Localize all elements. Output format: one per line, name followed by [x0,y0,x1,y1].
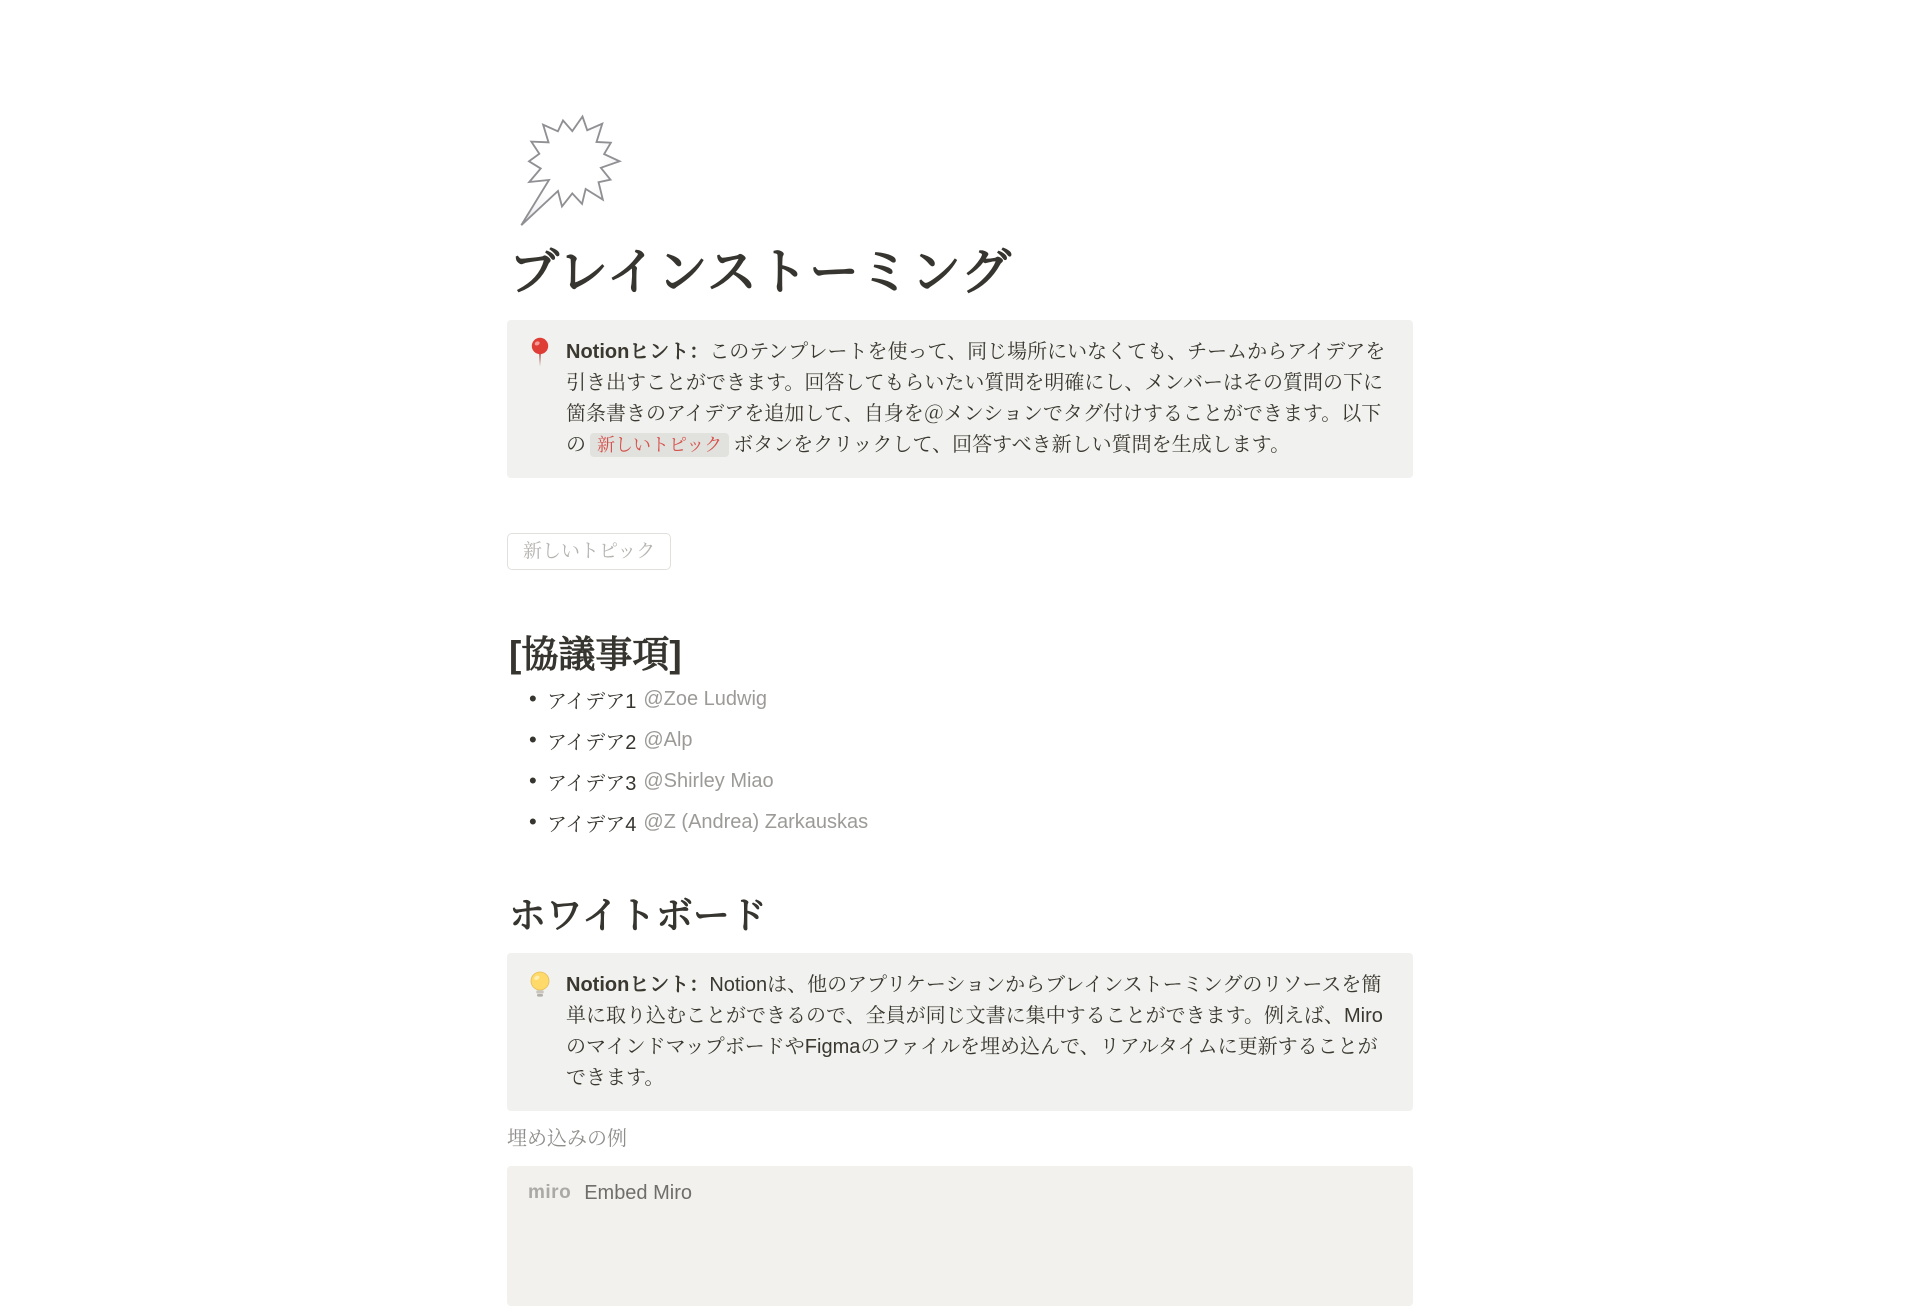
hint-text: Notionは、他のアプリケーションからブレインストーミングのリソースを簡単に取り込むことができるので、全員が同じ文書に集中することができます。例えば、MiroのマインドマップボードやFigmaのファイルを埋め込んで、リアルタイムに更新することができます。 [566,974,1383,1089]
idea-list [507,684,1413,837]
idea-label: アイデア3 [547,772,637,795]
embed-miro-label: Embed Miro [584,1182,692,1204]
list-item-idea-1[interactable] [507,684,1413,714]
light-bulb-icon [526,970,553,1001]
miro-logo: miro [528,1182,572,1203]
list-item-idea-4[interactable] [507,807,1413,837]
user-mention[interactable]: @Zoe Ludwig [643,687,768,710]
inline-code-new-topic: 新しいトピック [590,433,729,457]
hint-callout-template-text[interactable] [566,337,1393,461]
heading-discussion-topics[interactable]: [協議事項] [509,634,682,675]
notion-page-content [507,113,1413,1306]
idea-label: アイデア2 [547,731,637,754]
embed-example-caption[interactable]: 埋め込みの例 [507,1128,627,1150]
user-mention[interactable]: @Shirley Miao [643,769,774,792]
bullet-dot: • [529,686,537,711]
hint-callout-embed-text[interactable] [566,970,1393,1094]
hint-text-after: ボタンをクリックして、回答すべき新しい質問を生成します。 [733,434,1291,456]
hint-callout-embed [507,953,1413,1111]
bullet-dot: • [529,768,537,793]
page-icon-explosion-bubble[interactable] [511,113,628,230]
bullet-dot: • [529,809,537,834]
user-mention[interactable]: @Z (Andrea) Zarkauskas [643,810,869,833]
page-title[interactable]: ブレインストーミング [509,244,1012,300]
list-item-idea-3[interactable] [507,766,1413,796]
round-pushpin-icon [526,337,553,368]
bullet-dot: • [529,727,537,752]
user-mention[interactable]: @Alp [643,728,693,751]
idea-label: アイデア1 [547,690,637,713]
hint-bold-prefix: Notionヒント： [566,341,710,363]
explosion-bubble-icon [511,113,628,230]
hint-bold-prefix: Notionヒント： [566,974,710,996]
hint-callout-template [507,320,1413,478]
miro-embed-block[interactable] [507,1166,1413,1306]
list-item-idea-2[interactable] [507,725,1413,755]
new-topic-template-button[interactable]: 新しいトピック [507,533,671,570]
hint-text-before: このテンプレートを使って、同じ場所にいなくても、チームからアイデアを引き出すことができます。回答してもらいたい質問を明確にし、メンバーはその質問の下に箇条書きのアイデアを追加して、自身を＠メンションでタグ付けすることができます。以下の [566,341,1386,456]
heading-whiteboard[interactable]: ホワイトボード [509,895,767,936]
idea-label: アイデア4 [547,813,637,836]
